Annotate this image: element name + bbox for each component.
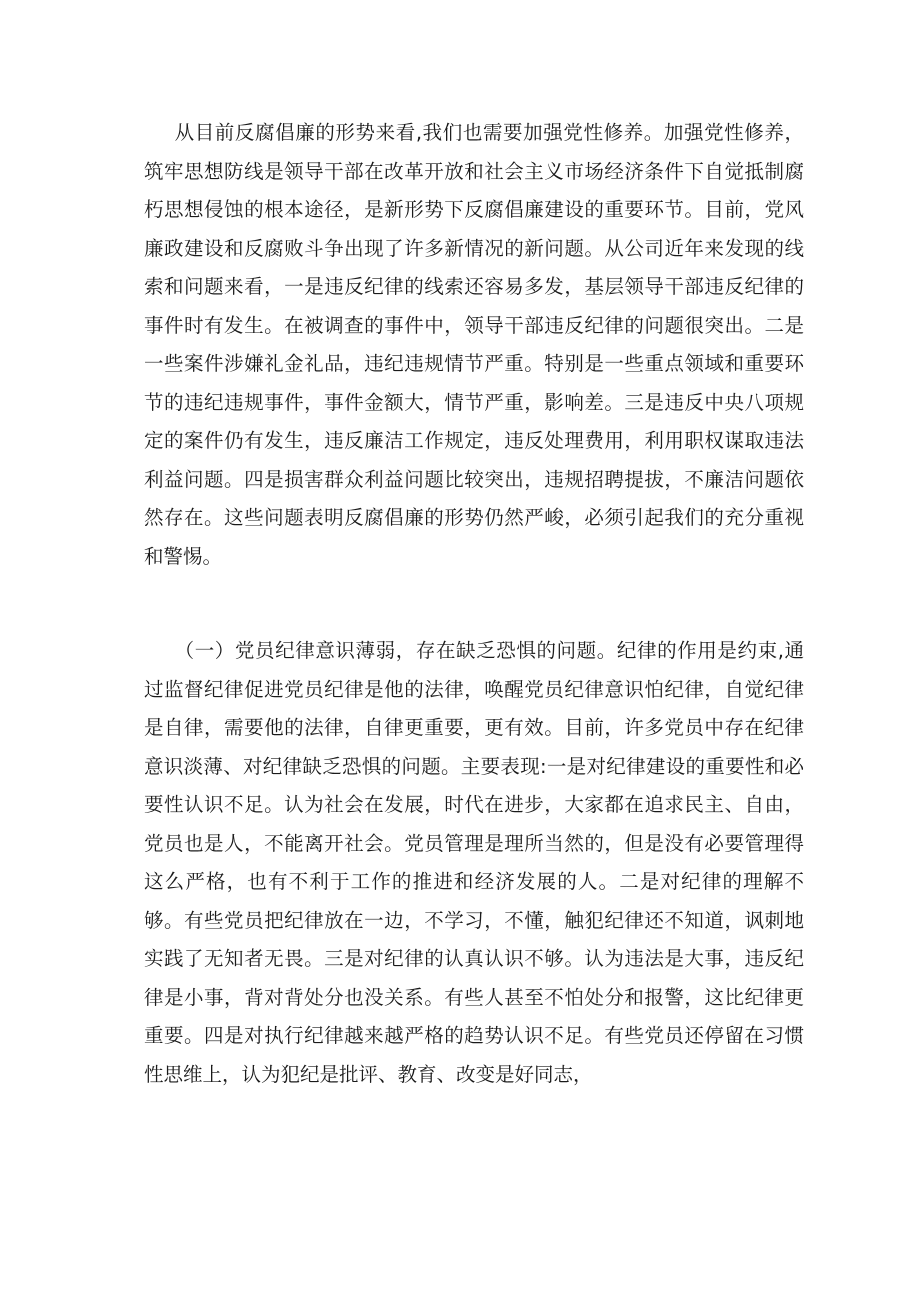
paragraph-text: （一）党员纪律意识薄弱，存在缺乏恐惧的问题。纪律的作用是约束,通过监督纪律促进党员纪律是他的法律，唤醒党员纪律意识怕纪律，自觉纪律是自律，需要他的法律，自律更重要，更有效。目前，许多党员中存在纪律意识淡薄、对纪律缺乏恐惧的问题。主要表现:一是对纪律建设的重要性和必要性认识不足。认为社会在发展，时代在进步，大家都在追求民主、自由，党员也是人，不能离开社会。党员管理是理所当然的，但是没有必要管理得这么严格，也有不利于工作的推进和经济发展的人。二是对纪律的理解不够。有些党员把纪律放在一边，不学习，不懂，触犯纪律还不知道，讽刺地实践了无知者无畏。三是对纪律的认真认识不够。认为违法是大事，违反纪律是小事，背对背处分也没关系。有些人甚至不怕处分和报警，这比纪律更重要。四是对执行纪律越来越严格的趋势认识不足。有些党员还停留在习惯性思维上，认为犯纪是批评、教育、改变是好同志， — [144, 639, 804, 1086]
paragraph-anticorruption-situation — [144, 114, 804, 576]
paragraph-text: 从目前反腐倡廉的形势来看,我们也需要加强党性修养。加强党性修养，筑牢思想防线是领导干部在改革开放和社会主义市场经济条件下自觉抵制腐朽思想侵蚀的根本途径，是新形势下反腐倡廉建设的重要环节。目前，党风廉政建设和反腐败斗争出现了许多新情况的新问题。从公司近年来发现的线索和问题来看，一是违反纪律的线索还容易多发，基层领导干部违反纪律的事件时有发生。在被调查的事件中，领导干部违反纪律的问题很突出。二是一些案件涉嫌礼金礼品，违纪违规情节严重。特别是一些重点领域和重要环节的违纪违规事件，事件金额大，情节严重，影响差。三是违反中央八项规定的案件仍有发生，违反廉洁工作规定，违反处理费用，利用职权谋取违法利益问题。四是损害群众利益问题比较突出，违规招聘提拔，不廉洁问题依然存在。这些问题表明反腐倡廉的形势仍然严峻，必须引起我们的充分重视和警惕。 — [144, 121, 804, 568]
paragraph-party-discipline — [144, 632, 804, 1094]
